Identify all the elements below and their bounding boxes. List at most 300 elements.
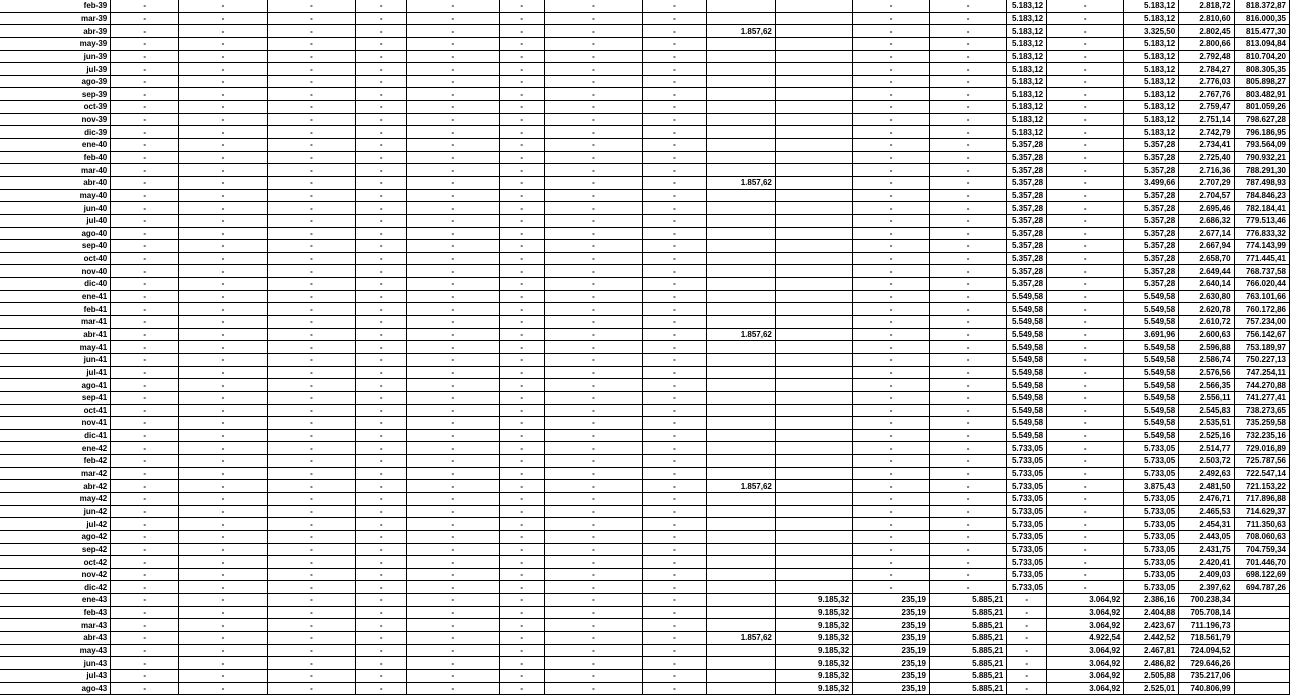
table-cell: -: [544, 644, 642, 657]
table-cell: -: [1047, 341, 1124, 354]
table-cell: -: [267, 606, 356, 619]
table-cell: -: [544, 164, 642, 177]
table-cell: 2.443,05: [1179, 530, 1234, 543]
table-cell: -: [267, 417, 356, 430]
table-cell: -: [356, 278, 407, 291]
table-cell: -: [544, 455, 642, 468]
table-cell: 766.020,44: [1234, 278, 1289, 291]
table-cell: -: [544, 619, 642, 632]
table-cell: -: [1047, 290, 1124, 303]
table-cell: -: [544, 442, 642, 455]
table-cell: -: [930, 366, 1007, 379]
table-cell: 5.733,05: [1124, 568, 1179, 581]
table-cell: -: [930, 139, 1007, 152]
table-cell: 2.420,41: [1179, 556, 1234, 569]
table-row: [0, 518, 1290, 531]
table-cell: -: [407, 492, 499, 505]
table-cell: -: [544, 316, 642, 329]
table-cell: -: [267, 278, 356, 291]
table-cell: -: [407, 12, 499, 25]
table-cell: -: [642, 632, 706, 645]
table-cell: 2.792,48: [1179, 50, 1234, 63]
table-cell: 5.183,12: [1007, 0, 1047, 12]
table-cell: -: [642, 568, 706, 581]
table-cell: -: [407, 632, 499, 645]
table-cell: -: [1007, 669, 1047, 682]
month-label: jul-42: [0, 518, 111, 531]
table-cell: -: [111, 341, 179, 354]
table-cell: 9.185,32: [775, 657, 852, 670]
table-cell: -: [930, 391, 1007, 404]
table-cell: 2.481,50: [1179, 480, 1234, 493]
table-cell: 5.549,58: [1124, 391, 1179, 404]
table-cell: -: [111, 252, 179, 265]
table-cell: -: [642, 417, 706, 430]
table-cell: 5.357,28: [1124, 189, 1179, 202]
table-cell: -: [111, 632, 179, 645]
table-cell: [775, 442, 852, 455]
table-cell: -: [853, 63, 930, 76]
table-cell: -: [642, 37, 706, 50]
table-cell: -: [930, 176, 1007, 189]
table-cell: -: [853, 556, 930, 569]
table-cell: -: [930, 379, 1007, 392]
table-cell: -: [499, 101, 544, 114]
table-row: [0, 366, 1290, 379]
table-cell: -: [499, 252, 544, 265]
table-cell: -: [111, 164, 179, 177]
table-cell: 708.060,63: [1234, 530, 1289, 543]
table-cell: -: [407, 290, 499, 303]
table-cell: -: [356, 518, 407, 531]
table-cell: -: [356, 214, 407, 227]
table-cell: -: [267, 176, 356, 189]
month-label: jun-39: [0, 50, 111, 63]
table-cell: 2.505,88: [1124, 669, 1179, 682]
table-cell: -: [1047, 455, 1124, 468]
table-row: [0, 632, 1290, 645]
table-cell: [707, 429, 776, 442]
table-cell: -: [930, 278, 1007, 291]
table-cell: -: [356, 492, 407, 505]
table-cell: -: [853, 227, 930, 240]
table-cell: -: [111, 594, 179, 607]
table-cell: -: [499, 391, 544, 404]
table-cell: 5.357,28: [1124, 214, 1179, 227]
month-label: sep-40: [0, 240, 111, 253]
table-cell: -: [499, 353, 544, 366]
table-cell: 5.733,05: [1124, 556, 1179, 569]
table-cell: 2.677,14: [1179, 227, 1234, 240]
table-cell: -: [853, 50, 930, 63]
table-cell: [1234, 632, 1289, 645]
table-cell: 2.784,27: [1179, 63, 1234, 76]
table-cell: -: [499, 492, 544, 505]
table-cell: 1.857,62: [707, 176, 776, 189]
table-cell: 5.733,05: [1007, 480, 1047, 493]
table-cell: -: [499, 404, 544, 417]
table-cell: 2.767,76: [1179, 88, 1234, 101]
table-cell: -: [111, 391, 179, 404]
table-cell: 2.707,29: [1179, 176, 1234, 189]
table-cell: -: [267, 303, 356, 316]
table-cell: -: [544, 303, 642, 316]
table-cell: -: [111, 240, 179, 253]
table-cell: 3.325,50: [1124, 25, 1179, 38]
table-cell: [775, 328, 852, 341]
table-cell: -: [267, 568, 356, 581]
table-cell: 5.183,12: [1007, 75, 1047, 88]
table-cell: -: [853, 113, 930, 126]
table-cell: -: [179, 12, 268, 25]
table-cell: -: [267, 265, 356, 278]
table-cell: 2.431,75: [1179, 543, 1234, 556]
table-row: [0, 669, 1290, 682]
table-cell: -: [853, 429, 930, 442]
table-cell: -: [1047, 518, 1124, 531]
table-cell: -: [642, 113, 706, 126]
table-cell: -: [1047, 25, 1124, 38]
table-cell: 760.172,86: [1234, 303, 1289, 316]
table-cell: 5.183,12: [1124, 75, 1179, 88]
table-cell: 5.885,21: [930, 669, 1007, 682]
table-cell: -: [111, 467, 179, 480]
month-label: mar-43: [0, 619, 111, 632]
table-cell: 782.184,41: [1234, 202, 1289, 215]
table-cell: -: [930, 290, 1007, 303]
table-cell: 5.183,12: [1007, 25, 1047, 38]
table-cell: -: [407, 151, 499, 164]
table-cell: -: [407, 366, 499, 379]
table-cell: -: [544, 417, 642, 430]
table-cell: -: [853, 455, 930, 468]
table-cell: 5.733,05: [1007, 556, 1047, 569]
table-cell: 5.357,28: [1007, 151, 1047, 164]
table-row: [0, 189, 1290, 202]
table-cell: [775, 467, 852, 480]
table-cell: 5.549,58: [1124, 379, 1179, 392]
table-cell: -: [407, 214, 499, 227]
table-cell: -: [499, 50, 544, 63]
table-cell: -: [267, 594, 356, 607]
table-cell: 5.733,05: [1124, 581, 1179, 594]
table-cell: 5.357,28: [1124, 164, 1179, 177]
table-cell: -: [499, 265, 544, 278]
table-cell: 5.549,58: [1124, 353, 1179, 366]
table-cell: [775, 404, 852, 417]
month-label: ago-39: [0, 75, 111, 88]
table-cell: [707, 581, 776, 594]
table-cell: -: [179, 151, 268, 164]
table-cell: -: [267, 290, 356, 303]
table-cell: -: [407, 543, 499, 556]
table-cell: -: [642, 0, 706, 12]
table-cell: -: [499, 341, 544, 354]
table-row: [0, 88, 1290, 101]
table-cell: -: [930, 455, 1007, 468]
table-cell: -: [642, 518, 706, 531]
table-cell: 5.733,05: [1007, 467, 1047, 480]
table-cell: -: [356, 568, 407, 581]
table-cell: -: [642, 202, 706, 215]
table-cell: [707, 214, 776, 227]
table-cell: -: [267, 455, 356, 468]
table-cell: 2.423,67: [1124, 619, 1179, 632]
table-cell: [775, 252, 852, 265]
table-cell: -: [499, 480, 544, 493]
table-cell: -: [267, 492, 356, 505]
table-cell: -: [930, 341, 1007, 354]
table-cell: 5.357,28: [1007, 265, 1047, 278]
table-cell: -: [544, 480, 642, 493]
table-cell: 5.357,28: [1007, 278, 1047, 291]
table-row: [0, 442, 1290, 455]
table-cell: -: [642, 543, 706, 556]
table-cell: 717.896,88: [1234, 492, 1289, 505]
table-cell: 2.525,16: [1179, 429, 1234, 442]
table-cell: -: [356, 366, 407, 379]
table-cell: [707, 164, 776, 177]
table-cell: -: [642, 669, 706, 682]
table-cell: 5.733,05: [1124, 492, 1179, 505]
month-label: dic-39: [0, 126, 111, 139]
table-cell: 3.691,96: [1124, 328, 1179, 341]
table-cell: -: [930, 126, 1007, 139]
table-cell: -: [267, 37, 356, 50]
table-cell: -: [642, 139, 706, 152]
month-label: jun-42: [0, 505, 111, 518]
table-cell: -: [642, 442, 706, 455]
table-cell: -: [179, 303, 268, 316]
table-cell: -: [544, 429, 642, 442]
table-cell: -: [499, 25, 544, 38]
table-cell: 2.759,47: [1179, 101, 1234, 114]
table-cell: -: [407, 594, 499, 607]
table-cell: [775, 0, 852, 12]
table-cell: -: [544, 240, 642, 253]
table-cell: 3.064,92: [1047, 682, 1124, 695]
table-cell: 5.183,12: [1124, 113, 1179, 126]
table-cell: [707, 594, 776, 607]
table-cell: -: [111, 492, 179, 505]
table-cell: -: [1007, 606, 1047, 619]
month-label: nov-42: [0, 568, 111, 581]
table-row: [0, 101, 1290, 114]
table-cell: -: [499, 316, 544, 329]
table-cell: 5.357,28: [1007, 227, 1047, 240]
table-cell: -: [111, 113, 179, 126]
table-cell: [707, 37, 776, 50]
table-cell: [775, 139, 852, 152]
table-cell: -: [407, 25, 499, 38]
table-cell: -: [544, 278, 642, 291]
table-cell: -: [1047, 492, 1124, 505]
month-label: sep-42: [0, 543, 111, 556]
table-cell: -: [356, 50, 407, 63]
table-cell: -: [499, 113, 544, 126]
table-cell: -: [853, 290, 930, 303]
table-cell: -: [356, 594, 407, 607]
table-row: [0, 530, 1290, 543]
table-cell: -: [499, 240, 544, 253]
table-cell: 5.183,12: [1007, 12, 1047, 25]
table-cell: -: [1047, 556, 1124, 569]
table-cell: -: [179, 63, 268, 76]
table-cell: 5.549,58: [1007, 404, 1047, 417]
table-cell: -: [111, 543, 179, 556]
table-cell: 2.716,36: [1179, 164, 1234, 177]
table-cell: -: [642, 341, 706, 354]
table-cell: -: [544, 341, 642, 354]
table-cell: -: [499, 505, 544, 518]
table-cell: -: [179, 467, 268, 480]
table-cell: -: [930, 75, 1007, 88]
table-cell: -: [1047, 303, 1124, 316]
table-row: [0, 278, 1290, 291]
table-cell: [707, 12, 776, 25]
table-row: [0, 568, 1290, 581]
table-row: [0, 404, 1290, 417]
table-cell: -: [111, 290, 179, 303]
table-cell: -: [179, 442, 268, 455]
table-cell: 798.627,28: [1234, 113, 1289, 126]
table-cell: -: [499, 556, 544, 569]
table-cell: [775, 75, 852, 88]
table-cell: -: [642, 252, 706, 265]
table-cell: -: [356, 606, 407, 619]
table-cell: 801.059,26: [1234, 101, 1289, 114]
table-cell: -: [179, 341, 268, 354]
table-cell: -: [642, 492, 706, 505]
table-cell: [775, 63, 852, 76]
table-cell: -: [544, 632, 642, 645]
table-cell: 2.576,56: [1179, 366, 1234, 379]
table-cell: -: [544, 505, 642, 518]
month-label: jul-39: [0, 63, 111, 76]
table-cell: -: [1047, 164, 1124, 177]
table-row: [0, 0, 1290, 12]
table-cell: -: [267, 556, 356, 569]
table-cell: [775, 214, 852, 227]
table-cell: 5.357,28: [1007, 164, 1047, 177]
table-cell: -: [111, 429, 179, 442]
table-cell: [707, 619, 776, 632]
table-cell: -: [544, 682, 642, 695]
table-cell: -: [544, 101, 642, 114]
table-cell: 2.725,40: [1179, 151, 1234, 164]
table-cell: -: [642, 265, 706, 278]
table-cell: 741.277,41: [1234, 391, 1289, 404]
table-cell: -: [356, 176, 407, 189]
table-cell: -: [544, 88, 642, 101]
table-cell: -: [642, 366, 706, 379]
table-cell: 5.183,12: [1124, 37, 1179, 50]
table-cell: 735.259,58: [1234, 417, 1289, 430]
table-cell: -: [267, 366, 356, 379]
table-cell: -: [853, 417, 930, 430]
table-cell: -: [642, 328, 706, 341]
table-cell: -: [267, 682, 356, 695]
table-cell: 5.357,28: [1007, 252, 1047, 265]
table-cell: 750.227,13: [1234, 353, 1289, 366]
table-cell: -: [179, 644, 268, 657]
table-cell: [775, 417, 852, 430]
table-cell: -: [267, 581, 356, 594]
table-cell: -: [179, 189, 268, 202]
table-row: [0, 391, 1290, 404]
table-cell: -: [1047, 88, 1124, 101]
table-cell: 2.640,14: [1179, 278, 1234, 291]
table-cell: -: [356, 25, 407, 38]
table-cell: -: [544, 63, 642, 76]
table-cell: 2.556,11: [1179, 391, 1234, 404]
table-cell: 5.733,05: [1124, 442, 1179, 455]
table-cell: [775, 303, 852, 316]
table-cell: -: [544, 0, 642, 12]
table-cell: -: [642, 126, 706, 139]
table-cell: -: [356, 240, 407, 253]
table-cell: -: [544, 290, 642, 303]
table-cell: 3.064,92: [1047, 619, 1124, 632]
table-cell: -: [407, 113, 499, 126]
table-cell: -: [267, 0, 356, 12]
table-cell: -: [179, 391, 268, 404]
table-cell: -: [544, 556, 642, 569]
table-cell: -: [407, 379, 499, 392]
table-cell: 9.185,32: [775, 632, 852, 645]
table-cell: 5.357,28: [1124, 151, 1179, 164]
table-cell: 771.445,41: [1234, 252, 1289, 265]
table-cell: 803.482,91: [1234, 88, 1289, 101]
month-label: ene-42: [0, 442, 111, 455]
table-cell: 5.549,58: [1007, 391, 1047, 404]
table-cell: 1.857,62: [707, 328, 776, 341]
table-cell: [1234, 644, 1289, 657]
table-cell: [1234, 619, 1289, 632]
table-cell: -: [356, 644, 407, 657]
table-cell: -: [267, 442, 356, 455]
table-cell: -: [1047, 101, 1124, 114]
table-cell: -: [544, 265, 642, 278]
table-cell: 2.810,60: [1179, 12, 1234, 25]
table-cell: 9.185,32: [775, 606, 852, 619]
table-cell: 5.183,12: [1007, 101, 1047, 114]
table-cell: 235,19: [853, 619, 930, 632]
table-cell: [707, 391, 776, 404]
table-cell: -: [1047, 75, 1124, 88]
table-cell: 3.064,92: [1047, 669, 1124, 682]
table-cell: -: [356, 682, 407, 695]
table-cell: [707, 556, 776, 569]
table-cell: -: [111, 202, 179, 215]
month-label: mar-42: [0, 467, 111, 480]
table-cell: -: [111, 404, 179, 417]
table-row: [0, 379, 1290, 392]
table-cell: -: [407, 518, 499, 531]
table-cell: -: [642, 619, 706, 632]
month-label: may-41: [0, 341, 111, 354]
table-cell: 5.733,05: [1007, 543, 1047, 556]
table-cell: -: [930, 505, 1007, 518]
table-cell: -: [853, 316, 930, 329]
table-cell: 813.094,84: [1234, 37, 1289, 50]
table-cell: -: [179, 88, 268, 101]
table-cell: -: [111, 265, 179, 278]
table-cell: -: [267, 101, 356, 114]
month-label: may-40: [0, 189, 111, 202]
table-cell: -: [544, 214, 642, 227]
table-cell: -: [356, 353, 407, 366]
